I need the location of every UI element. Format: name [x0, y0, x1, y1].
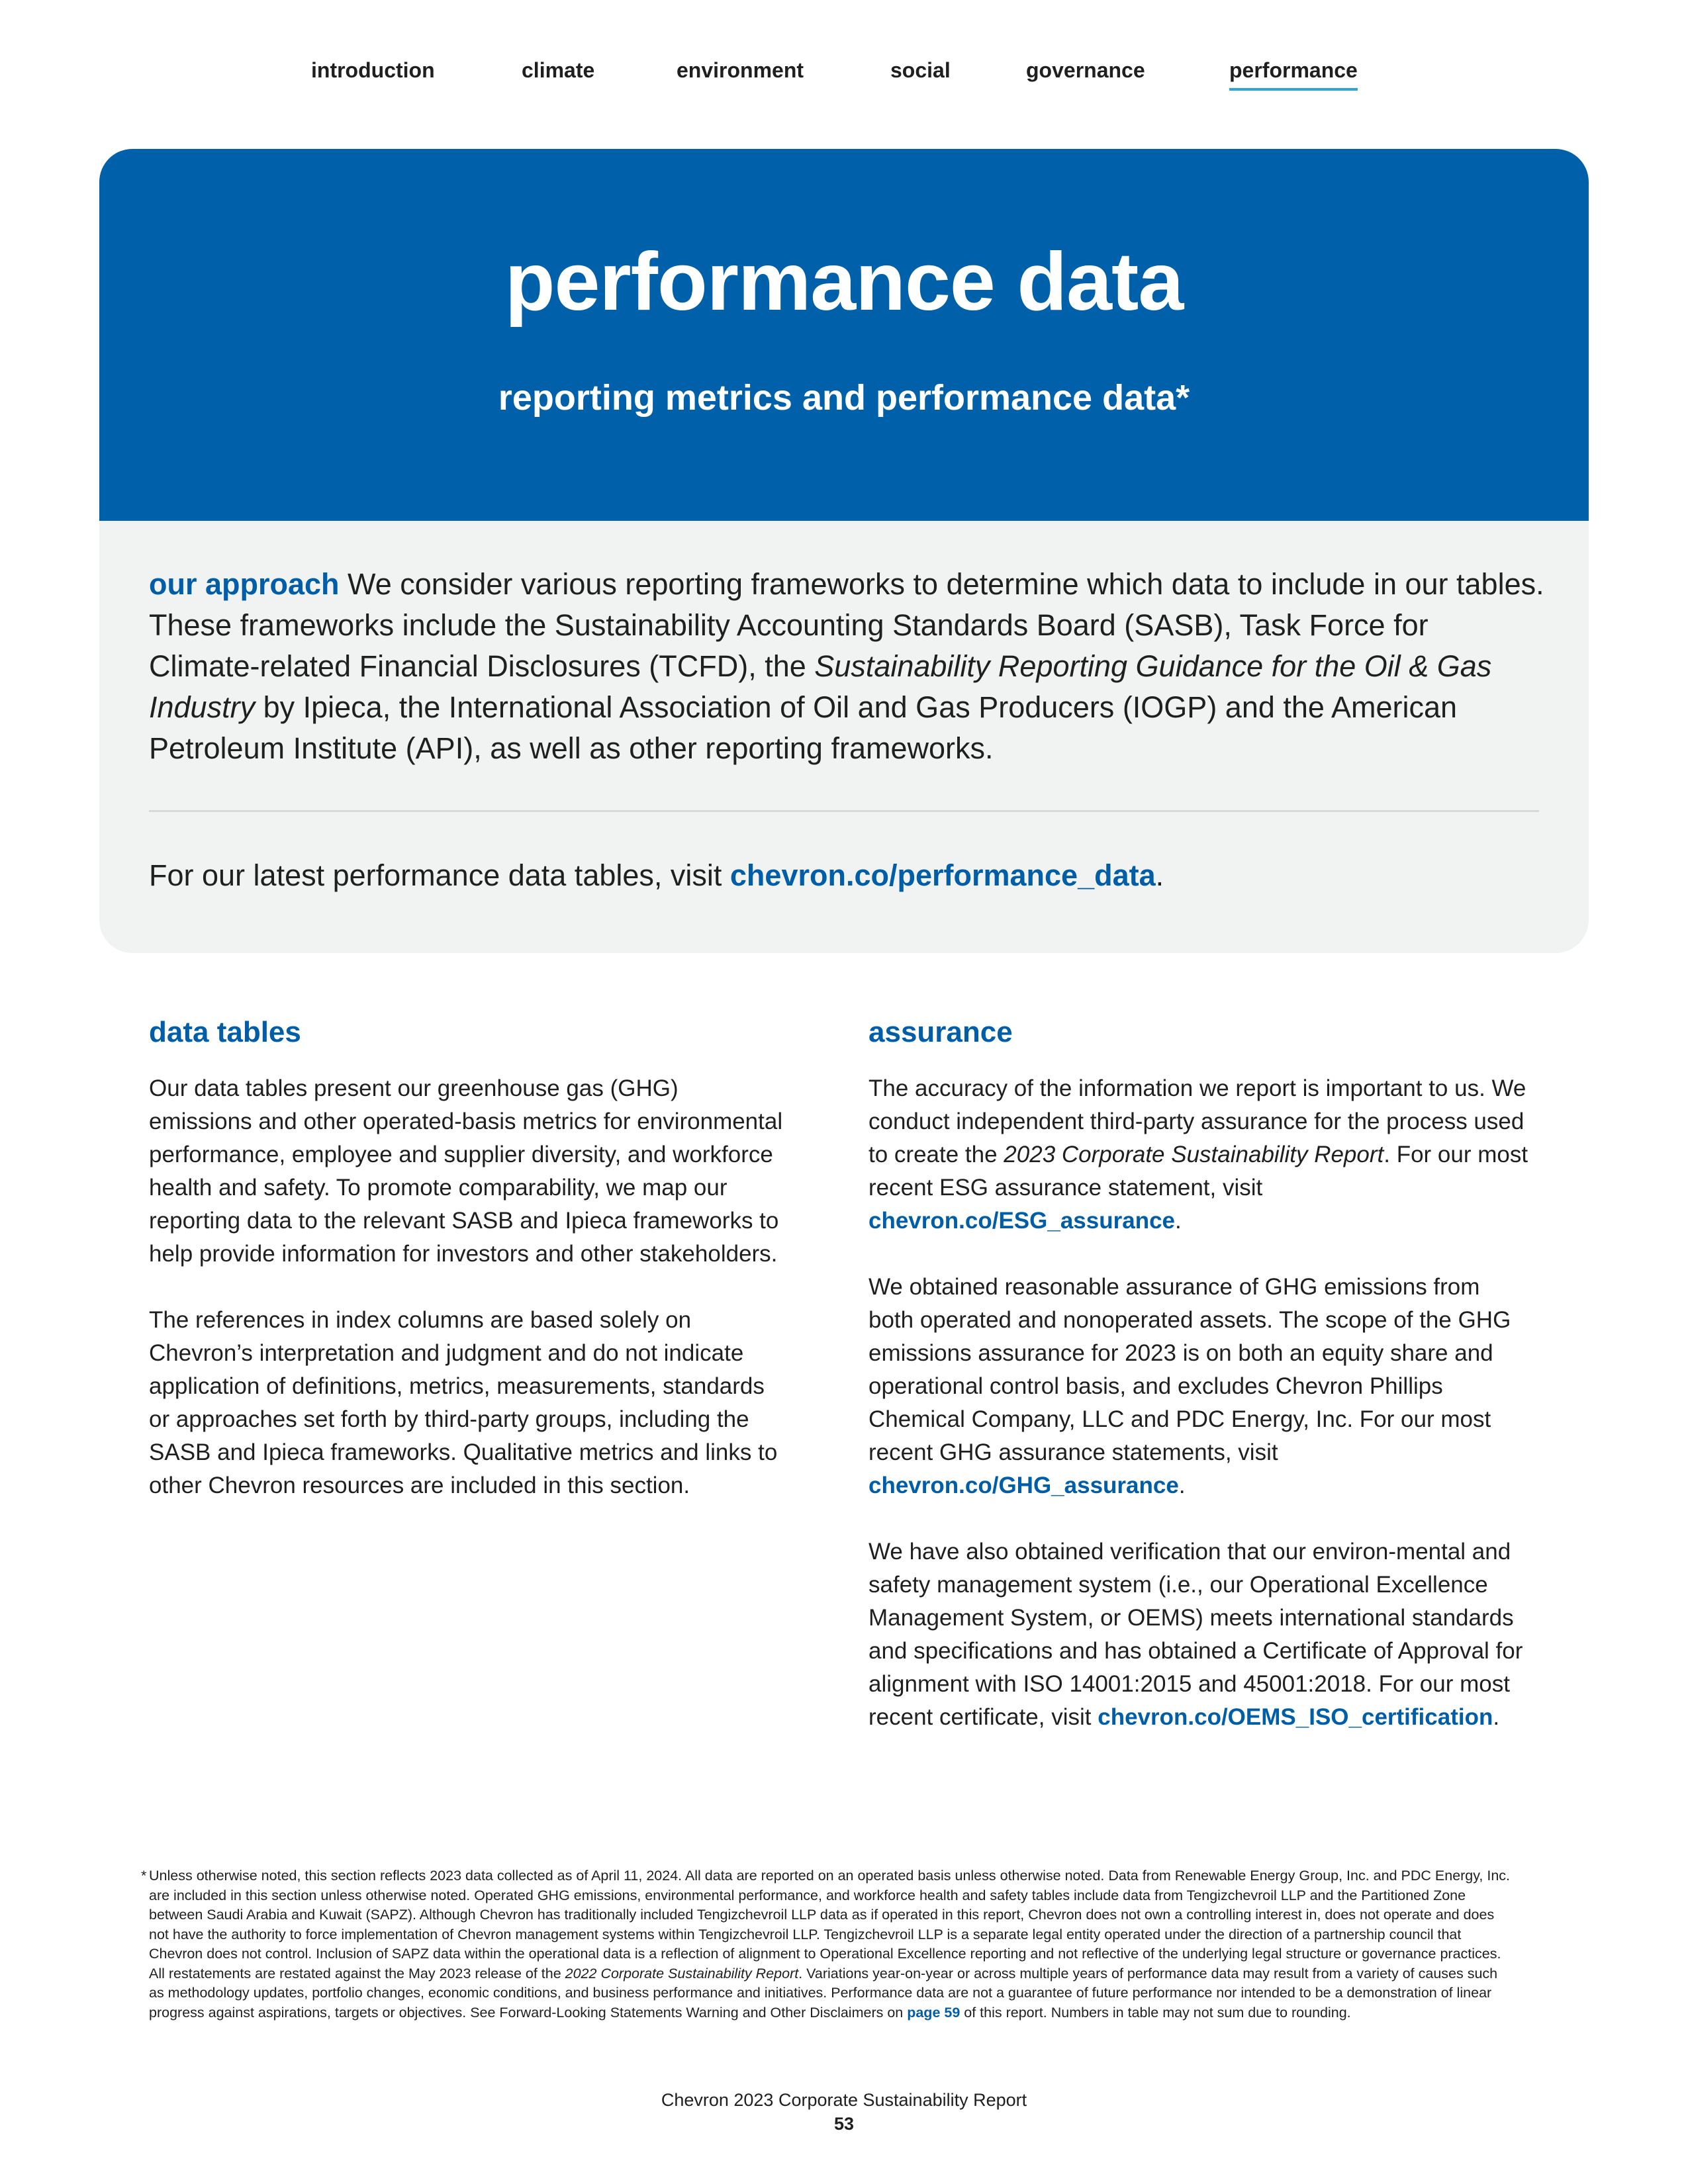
- footnote-text-a: Unless otherwise noted, this section reflects 2023 data collected as of April 11, 2024. All data are reported on an operated basis unless otherwise noted. Data from Renewable Energy Group, Inc. and PDC Energy, Inc. are included in this section unless otherwise noted. Operated GHG emissions, environmental performance, and workforce health and safety tables include data from Tengizchevroil LLP and the Partitioned Zone between Saudi Arabia and Kuwait (SAPZ). Although Chevron has traditionally included Tengizchevroil LLP data as if operated in this report, Chevron does not own a controlling interest in, does not operate and does not have the authority to force implementation of Chevron management systems within Tengizchevroil LLP. Tengizchevroil LLP is a separate legal entity operated under the direction of a partnership council that Chevron does not control. Inclusion of SAPZ data within the operational data is a reflection of alignment to Operational Excellence reporting and not reflective of the underlying legal structure or governance practices. All restatements are restated against the May 2023 release of the: [149, 1868, 1511, 1981]
- page-subtitle: reporting metrics and performance data*: [498, 378, 1190, 418]
- footnote-marker: *: [141, 1868, 147, 1884]
- esg-assurance-link[interactable]: chevron.co/ESG_assurance: [868, 1208, 1175, 1234]
- data-tables-paragraph-2: The references in index columns are based solely on Chevron’s interpretation and judgment and do not indicate application of definitions, metrics, measurements, standards or approaches set forth by third-party groups, including the SASB and Ipieca frameworks. Qualitative metrics and links to other Chevron resources are included in this section.: [149, 1307, 778, 1498]
- page-59-link[interactable]: page 59: [907, 2004, 961, 2021]
- assurance-paragraph-3: [868, 1535, 1530, 1734]
- nav-introduction[interactable]: introduction: [311, 58, 435, 82]
- data-tables-section: [149, 1016, 784, 1535]
- footnote: [141, 1866, 1513, 2023]
- approach-paragraph: [149, 564, 1546, 769]
- performance-data-link[interactable]: chevron.co/performance_data: [729, 858, 1156, 892]
- assurance-p2-end: .: [1178, 1473, 1186, 1498]
- nav-performance[interactable]: performance: [1229, 58, 1358, 91]
- performance-data-visit: [149, 855, 1539, 896]
- top-nav: [0, 58, 1688, 98]
- page-footer: [0, 2088, 1688, 2136]
- nav-social[interactable]: social: [890, 58, 951, 82]
- footnote-text-c: of this report. Numbers in table may not sum due to rounding.: [960, 2004, 1351, 2021]
- nav-governance[interactable]: governance: [1026, 58, 1145, 82]
- visit-suffix: .: [1155, 858, 1164, 892]
- page-title: performance data: [504, 236, 1184, 328]
- assurance-section: [868, 1016, 1530, 1767]
- assurance-paragraph-2: [868, 1271, 1530, 1502]
- assurance-paragraph-1: [868, 1072, 1530, 1238]
- approach-text-1: We consider various reporting frameworks to determine which data to include in our tables. These frameworks include the Sustainability Accounting Standards Board (SASB), Task Force for Climate-related Financial Disclosures (TCFD), the: [149, 567, 1544, 683]
- approach-italic-title: Sustainability Reporting Guidance for the Oil & Gas Industry: [149, 649, 1492, 724]
- nav-environment[interactable]: environment: [677, 58, 804, 82]
- approach-lead: our approach: [149, 567, 340, 601]
- approach-panel: [99, 521, 1589, 953]
- oems-certification-link[interactable]: chevron.co/OEMS_ISO_certification: [1098, 1704, 1493, 1730]
- page-number: 53: [833, 2114, 855, 2134]
- visit-prefix: For our latest performance data tables, visit: [149, 858, 730, 892]
- assurance-p1-italic: 2023 Corporate Sustainability Report: [1004, 1142, 1384, 1167]
- data-tables-paragraph-1: Our data tables present our greenhouse gas (GHG) emissions and other operated-basis metrics for environmental performance, employee and supplier diversity, and workforce health and safety. To promote comparability, we map our reporting data to the relevant SASB and Ipieca frameworks to help provide information for investors and other stakeholders.: [149, 1075, 783, 1267]
- nav-climate[interactable]: climate: [522, 58, 595, 82]
- data-tables-heading: data tables: [149, 1016, 301, 1048]
- assurance-p3-text: We have also obtained verification that our environ-mental and safety management system (i.e., our Operational Excellence Management System, or OEMS) meets international standards and specifications and has obtained a Certificate of Approval for alignment with ISO 14001:2015 and 45001:2018. For our most recent certificate, visit: [868, 1539, 1523, 1730]
- report-title: Chevron 2023 Corporate Sustainability Report: [661, 2090, 1027, 2110]
- assurance-heading: assurance: [868, 1016, 1013, 1048]
- assurance-p1-text-b: . For our most recent ESG assurance statement, visit: [868, 1142, 1528, 1201]
- approach-text-2: by Ipieca, the International Association of Oil and Gas Producers (IOGP) and the American Petroleum Institute (API), as well as other reporting frameworks.: [149, 690, 1458, 765]
- divider: [149, 810, 1539, 812]
- assurance-p2-text: We obtained reasonable assurance of GHG emissions from both operated and nonoperated assets. The scope of the GHG emissions assurance for 2023 is on both an equity share and operational control basis, and excludes Chevron Phillips Chemical Company, LLC and PDC Energy, Inc. For our most recent GHG assurance statements, visit: [868, 1274, 1511, 1465]
- ghg-assurance-link[interactable]: chevron.co/GHG_assurance: [868, 1473, 1179, 1498]
- footnote-text-b: . Variations year-on-year or across multiple years of performance data may result from a variety of causes such as methodology updates, portfolio changes, economic conditions, and business performance and initiatives. Performance data are not a guarantee of future performance nor intended to be a demonstration of linear progress against aspirations, targets or objectives. See Forward-Looking Statements Warning and Other Disclaimers on: [149, 1965, 1498, 2021]
- hero-banner: [99, 149, 1589, 521]
- assurance-p3-end: .: [1493, 1704, 1500, 1730]
- assurance-p1-text: The accuracy of the information we report is important to us. We conduct independent third-party assurance for the process used to create the: [868, 1075, 1526, 1167]
- footnote-italic: 2022 Corporate Sustainability Report: [565, 1965, 799, 1981]
- assurance-p1-end: .: [1175, 1208, 1182, 1234]
